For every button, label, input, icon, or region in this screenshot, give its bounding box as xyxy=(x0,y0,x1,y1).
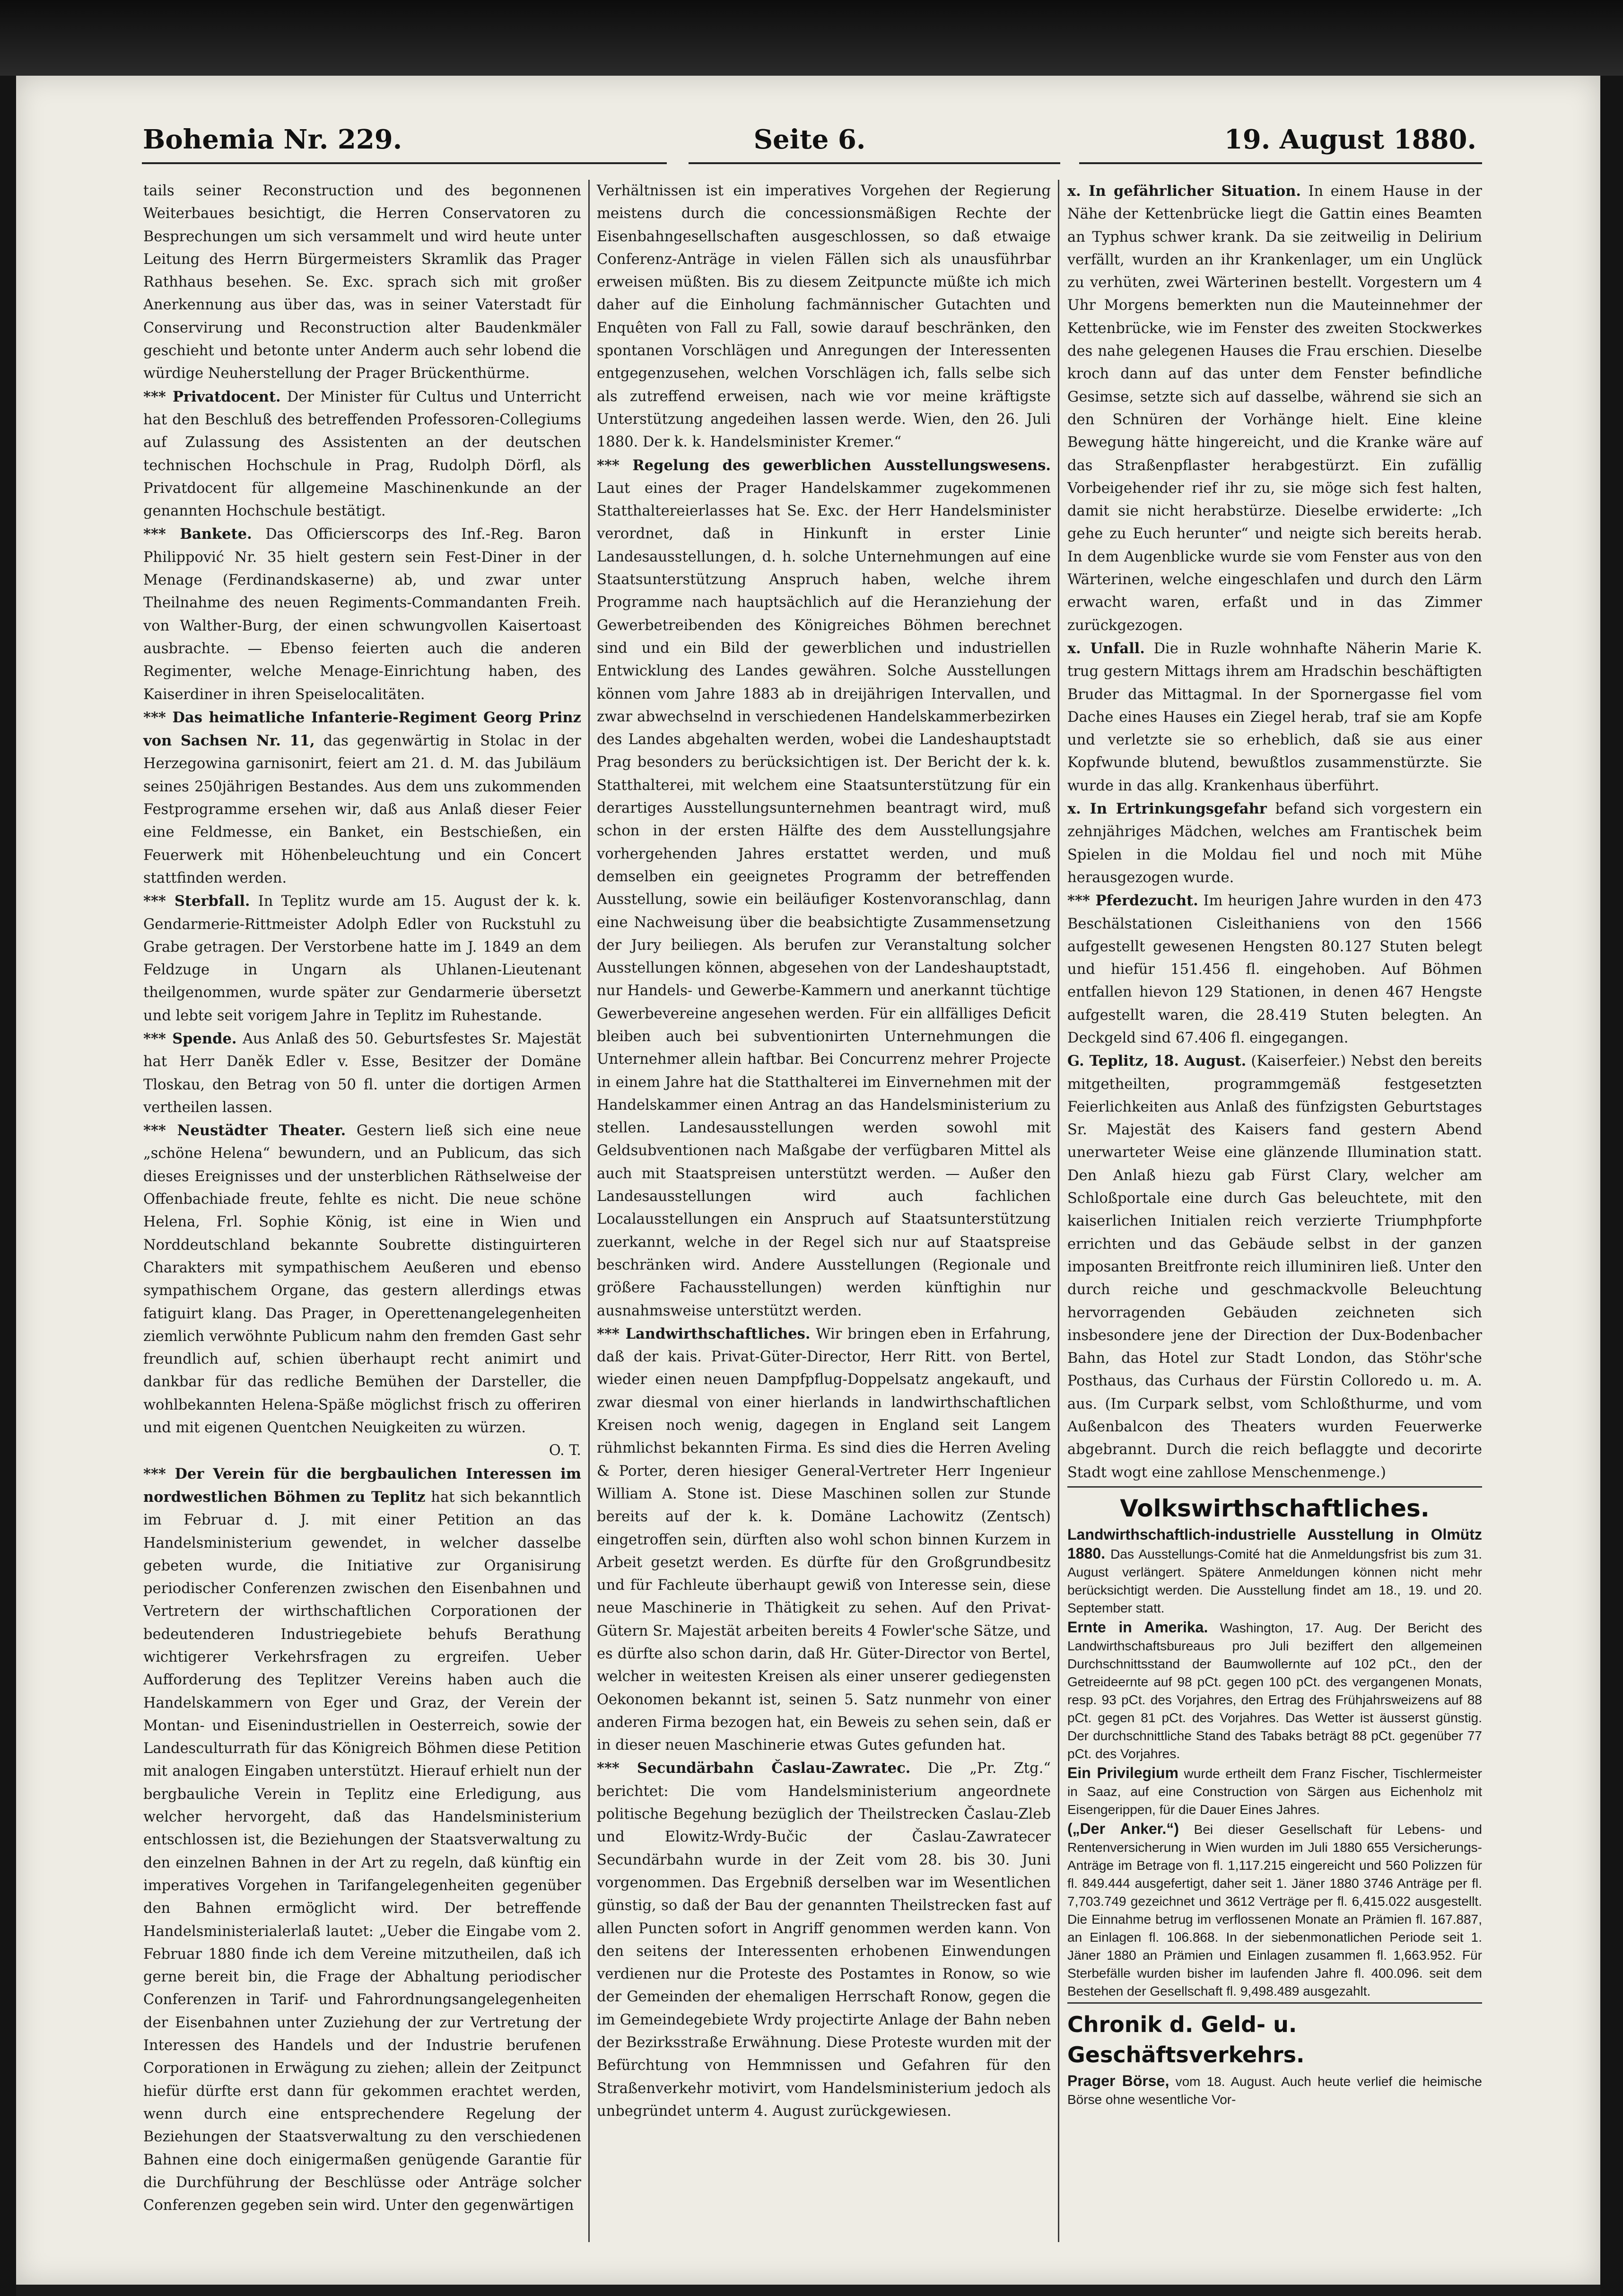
author-signature: O. T. xyxy=(549,1442,581,1459)
article-paragraph: *** Neustädter Theater. Gestern ließ sich eine neue „schöne Helena“ bewundern, und an Publicum, das sich dieses Ereignisses und der unsterblichen Räthselweise der Offenbachiade freute, fehlte es nicht. Die neue schöne Helena, Frl. Sophie König, ist eine in Wien und Norddeutschland bekannte Soubrette distinguirteren Charakters mit sympathischem Aeußeren und ebenso sympathischem Organe, das gestern allerdings etwas fatiguirt klang. Das Prager, in Operettenangelegenheiten ziemlich verwöhnte Publicum nahm den fremden Gast sehr freundlich auf, schien überhaupt recht animirt und dankbar für das redliche Bemühen der Darsteller, die wohlbekannten Helena-Späße möglichst frisch zu offeriren und mit eigenen Quentchen Neuigkeiten zu würzen. xyxy=(143,1122,581,1437)
article-paragraph: *** Bankete. Das Officierscorps des Inf.-Reg. Baron Philippović Nr. 35 hielt gestern sein Fest-Diner in der Menage (Ferdinandskaserne) ab, und zwar unter Theilnahme des neuen Regiments-Commandanten Freih. von Walther-Burg, der einen schwungvollen Kaisertoast ausbrachte. — Ebenso feierten auch die anderen Regimenter, welche Menage-Einrichtung haben, des Kaiserdiner in ihren Speiselocalitäten. xyxy=(143,526,581,703)
issue-date: 19. August 1880. xyxy=(1224,124,1476,155)
article-paragraph: x. In gefährlicher Situation. In einem Hause in der Nähe der Kettenbrücke liegt die Gattin eines Beamten an Typhus schwer krank. Da sie zeitweilig in Delirium verfällt, wurden an ihr Krankenlager, um ein Unglück zu verhüten, zwei Wärterinen bestellt. Vorgestern um 4 Uhr Morgens bemerkten nun die Mauteinnehmer der Kettenbrücke, wie im Fenster des zweiten Stockwerkes des nahe gelegenen Hauses die Frau erschien. Dieselbe kroch dann auf das unter dem Fenster befindliche Gesimse, setzte sich auf dasselbe, während sie sich an den Schnüren der Vorhänge hielt. Eine kleine Bewegung hätte hingereicht, und die Kranke wäre auf das Straßenpflaster herabgestürzt. Ein zufällig Vorbeigehender rief ihr zu, sie möge sich fest halten, damit sie nicht herabstürze. Dieselbe erwiderte: „Ich gehe zu Euch herunter“ und neigte sich bereits herab. In dem Augenblicke wurde sie vom Fenster aus von den Wärterinen, welche eingeschlafen und durch den Lärm erwacht waren, erfaßt und in das Zimmer zurückgezogen. xyxy=(1067,183,1482,634)
economy-headline: Ernte in Amerika. xyxy=(1067,1618,1208,1636)
economy-item: Landwirthschaftlich-industrielle Ausstellung in Olmütz 1880. Das Ausstellungs-Comité hat die Anmeldungsfrist bis zum 31. August verlängert. Spätere Anmeldungen können nicht mehr berücksichtigt werden. Die Ausstellung findet am 18., 19. und 20. September statt. xyxy=(1067,1525,1482,1615)
masthead-issue: Bohemia Nr. 229. xyxy=(143,124,402,155)
article-headline: *** Der Verein für die bergbaulichen Interessen im nordwestlichen Böhmen zu Teplitz xyxy=(143,1465,581,1506)
header-rule-left xyxy=(142,162,667,164)
article-headline: *** Privatdocent. xyxy=(143,388,281,405)
article-headline: *** Bankete. xyxy=(143,526,252,543)
column-3 xyxy=(1067,180,1482,2110)
chronik-headline: Prager Börse, xyxy=(1067,2072,1169,2089)
page-number: Seite 6. xyxy=(753,124,866,155)
article-headline: *** Neustädter Theater. xyxy=(143,1122,346,1139)
chronik-item: Prager Börse, vom 18. August. Auch heute verlief die heimische Börse ohne wesentliche Vor- xyxy=(1067,2072,1482,2107)
column-divider xyxy=(1058,180,1059,2242)
article-paragraph: *** Der Verein für die bergbaulichen Interessen im nordwestlichen Böhmen zu Teplitz hat sich bekanntlich im Februar d. J. mit einer Petition an das Handelsministerium gewendet, in welcher dasselbe gebeten wurde, die Initiative zur Organisirung periodischer Conferenzen zwischen den Eisenbahnen und Vertretern der wirthschaftlichen Corporationen der bedeutenderen Industriegebiete behufs Berathung wichtigerer Verkehrsfragen zu ergreifen. Ueber Aufforderung des Teplitzer Vereins haben auch die Handelskammern von Eger und Graz, der Verein der Montan- und Eisenindustriellen in Oesterreich, sowie der Landesculturrath für das Königreich Böhmen diese Petition mit analogen Eingaben unterstützt. Hierauf erhielt nun der bergbauliche Verein in Teplitz eine Erledigung, aus welcher hervorgeht, daß das Handelsministerium entschlossen ist, die Beziehungen der Staatsverwaltung zu den einzelnen Bahnen in der Art zu regeln, daß künftig ein imperatives Vorgehen in Tarifangelegenheiten gegenüber den Bahnen ermöglicht wird. Der betreffende Handelsministerialerlaß lautet: „Ueber die Eingabe vom 2. Februar 1880 finde ich dem Vereine mitzutheilen, daß ich gerne bereit bin, die Frage der Abhaltung periodischer Conferenzen in Tarif- und Fahrordnungsangelegenheiten der Eisenbahnen unter Zuziehung der zur Vertretung der Interessen des Handels und der Industrie berufenen Corporationen in Erwägung zu ziehen; allein der Zeitpunct hiefür dürfte erst dann für gekommen erachtet werden, wenn durch eine entsprechendere Regelung der Beziehungen der Staatsverwaltung zu den verschiedenen Bahnen eine doch einigermaßen genügende Garantie für die Durchführung der Beschlüsse oder Anträge solcher Conferenzen gegeben sein wird. Unter den gegenwärtigen xyxy=(143,1465,581,2214)
article-paragraph: x. In Ertrinkungsgefahr befand sich vorgestern ein zehnjähriges Mädchen, welches am Frantischek beim Spielen in die Moldau fiel und noch mit Mühe herausgezogen wurde. xyxy=(1067,800,1482,886)
page-header xyxy=(143,124,1476,167)
column-2 xyxy=(597,180,1051,2123)
economy-item: Ernte in Amerika. Washington, 17. Aug. Der Bericht des Landwirthschaftsbureaus pro Juli beziffert den allgemeinen Durchschnittsstand der Baumwollernte auf 102 pCt., den der Getreideernte auf 98 pCt. gegen 100 pCt. des vergangenen Monats, resp. 93 pCt. des Vorjahres, den Ertrag des Frühjahrsweizens auf 88 pCt. gegen 81 pCt. des Vorjahres. Das Wetter ist äusserst günstig. Der durchschnittliche Stand des Tabaks beträgt 88 pCt. gegenüber 77 pCt. des Vorjahres. xyxy=(1067,1618,1482,1761)
article-headline: *** Pferdezucht. xyxy=(1067,892,1198,910)
article-paragraph: *** Landwirthschaftliches. Wir bringen eben in Erfahrung, daß der kais. Privat-Güter-Director, Herr Ritt. von Bertel, wieder einen neuen Dampfpflug-Doppelsatz angekauft, und zwar diesmal von einer hierlands in landwirthschaftlichen Kreisen noch wenig, dagegen in England seit Langem rühmlichst bekannten Firma. Es sind dies die Herren Aveling & Porter, deren hiesiger General-Vertreter Herr Ingenieur William A. Stone ist. Diese Maschinen sollen zur Stunde bereits auf der k. k. Domäne Lachowitz (Zentsch) eingetroffen sein, dürften also wohl schon binnen Kurzem in Arbeit gesetzt werden. Es dürfte für den Großgrundbesitz und für Fachleute überhaupt gewiß von Interesse sein, diese neue Maschinerie in Thätigkeit zu sehen. Auf den Privat-Gütern Sr. Majestät arbeiten bereits 4 Fowler'sche Sätze, und es dürfte also schon darin, daß Hr. Güter-Director von Bertel, welcher in weitesten Kreisen als einer unserer gediegensten Oekonomen bekannt ist, seinen 5. Satz nunmehr von einer anderen Firma bezogen hat, ein Beweis zu sehen sein, daß er in dieser neuen Maschinerie etwas Gutes gefunden hat. xyxy=(597,1325,1051,1754)
section-divider xyxy=(1067,1486,1482,1488)
economy-headline: („Der Anker.“) xyxy=(1067,1820,1179,1837)
article-paragraph: tails seiner Reconstruction und des begonnenen Weiterbaues besichtigt, die Herren Conservatoren zu Besprechungen um sich versammelt und wird heute unter Leitung des Herrn Bürgermeisters Skramlik das Prager Rathhaus besehen. Se. Exc. sprach sich mit großer Anerkennung aus über das, was in seiner Vaterstadt für Conservirung und Reconstruction alter Baudenkmäler geschieht und betonte unter Anderm auch sehr lobend die würdige Neuherstellung der Prager Brückenthürme. xyxy=(143,183,581,382)
header-rule-right xyxy=(1079,162,1482,164)
column-1 xyxy=(143,180,581,2217)
scan-border-top xyxy=(0,0,1623,76)
column-divider xyxy=(588,180,590,2242)
scan-border-left xyxy=(0,76,16,2296)
article-headline: *** Sterbfall. xyxy=(143,893,250,910)
article-headline: x. In gefährlicher Situation. xyxy=(1067,183,1301,200)
economy-headline: Ein Privilegium xyxy=(1067,1764,1178,1781)
article-paragraph: G. Teplitz, 18. August. (Kaiserfeier.) Nebst den bereits mitgetheilten, programmgemäß festgesetzten Feierlichkeiten aus Anlaß des fünfzigsten Geburtstages Sr. Majestät des Kaisers fand gestern Abend unerwarteter Weise eine glänzende Illumination statt. Den Anlaß hiezu gab Fürst Clary, welcher am Schloßportale eine durch Gas beleuchtete, mit den kaiserlichen Initialen reich verzierte Triumphpforte errichten und das Gebäude selbst in der ganzen imposanten Breitfronte reich illuminiren ließ. Unter den durch reiche und geschmackvolle Beleuchtung hervorragenden Gebäuden zeichneten sich insbesondere jene der Direction der Dux-Bodenbacher Bahn, das Hotel zur Stadt London, das Stöhr'sche Posthaus, das Curhaus der Fürstin Colloredo u. m. A. aus. (Im Curpark selbst, vom Schloßthurme, und vom Außenbalcon des Theaters wurden Feuerwerke abgebrannt. Durch die reich beflaggte und decorirte Stadt wogt eine zahllose Menschenmenge.) xyxy=(1067,1052,1483,1481)
article-paragraph: *** Sterbfall. In Teplitz wurde am 15. August der k. k. Gendarmerie-Rittmeister Adolph Edler von Ruckstuhl zu Grabe getragen. Der Verstorbene hatte im J. 1849 an dem Feldzuge in Ungarn als Uhlanen-Lieutenant theilgenommen, wurde später zur Gendarmerie übersetzt und lebte seit vorigem Jahre in Teplitz im Ruhestande. xyxy=(143,893,581,1024)
article-paragraph: *** Privatdocent. Der Minister für Cultus und Unterricht hat den Beschluß des betreffenden Professoren-Collegiums auf Zulassung des Assistenten an der deutschen technischen Hochschule in Prag, Rudolph Dörfl, als Privatdocent für allgemeine Maschinenkunde an der genannten Hochschule bestätigt. xyxy=(143,388,581,520)
article-paragraph: *** Spende. Aus Anlaß des 50. Geburtsfestes Sr. Majestät hat Herr Daněk Edler v. Esse, Besitzer der Domäne Tloskau, den Betrag von 50 fl. unter die dortigen Armen vertheilen lassen. xyxy=(143,1030,581,1116)
article-paragraph: *** Regelung des gewerblichen Ausstellungswesens. Laut eines der Prager Handelskammer zugekommenen Statthaltereierlasses hat Se. Exc. der Herr Handelsminister verordnet, daß in Hinkunft in erster Linie Landesausstellungen, d. h. solche Unternehmungen auf eine Staatsunterstützung Anspruch haben, welche ihrem Programme nach hauptsächlich auf die Heranziehung der Gewerbetreibenden des Königreiches Böhmen berechnet sind und ein Bild der gewerblichen und industriellen Entwicklung des Landes gewähren. Solche Ausstellungen können vom Jahre 1883 ab in dreijährigen Intervallen, und zwar abwechselnd in verschiedenen Handelskammerbezirken des Landes abgehalten werden, wobei die Landeshauptstadt Prag besonders zu berücksichtigen ist. Der Bericht der k. k. Statthalterei, mit welchem eine Staatsunterstützung für ein derartiges Ausstellungsunternehmen beantragt wird, muß schon in der ersten Hälfte des dem Ausstellungsjahre vorhergehenden Jahres erstattet werden, und muß demselben ein geeignetes Programm der betreffenden Ausstellung, sowie ein beiläufiger Kostenvoranschlag, dann eine Nachweisung über die beabsichtigte Zusammensetzung der Jury beiliegen. Als berufen zur Veranstaltung solcher Ausstellungen können, abgesehen von der Landeshauptstadt, nur Handels- und Gewerbe-Kammern und anerkannt tüchtige Gewerbevereine angesehen werden. Für ein allfälliges Deficit bleiben auch bei subventionirten Unternehmungen die Unternehmer allein haftbar. Bei Concurrenz mehrer Projecte in einem Jahre hat die Statthalterei im Einvernehmen mit der Handelskammer einen Antrag an das Handelsministerium zu stellen. Landesausstellungen werden sowohl mit Geldsubventionen nach Maßgabe der verfügbaren Mittel als auch mit Staatspreisen unterstützt werden. — Außer den Landesausstellungen wird auch fachlichen Localausstellungen ein Anspruch auf Staatsunterstützung zuerkannt, welche in der Regel sich nur auf Staatspreise beschränken wird. Andere Ausstellungen (Regionale und größere Fachausstellungen) werden künftighin nur ausnahmsweise unterstützt werden. xyxy=(597,456,1051,1319)
article-headline: x. In Ertrinkungsgefahr xyxy=(1067,800,1267,818)
section-title-chronik: Chronik d. Geld- u. Geschäftsverkehrs. xyxy=(1067,2011,1305,2068)
article-headline: *** Spende. xyxy=(143,1030,237,1047)
article-paragraph: *** Secundärbahn Časlau-Zawratec. Die „Pr. Ztg.“ berichtet: Die vom Handelsministerium angeordnete politische Begehung bezüglich der Theilstrecken Časlau-Zleb und Elowitz-Wrdy-Bučic der Časlau-Zawratecer Secundärbahn wurde in der Zeit vom 28. bis 30. Juni vorgenommen. Das Ergebniß derselben war im Wesentlichen günstig, so daß der Bau der genannten Theilstrecken fast auf allen Puncten sofort in Angriff genommen werden kann. Von den seitens der Interessenten erhobenen Einwendungen verdienen nur die Proteste des Postamtes in Ronow, so wie der Gemeinden der ehemaligen Herrschaft Ronow, gegen die im Gemeindegebiete Wrdy projectirte Anlage der Bahn neben der Bezirksstraße Erwähnung. Diese Proteste wurden mit der Befürchtung von Hemmnissen und Gefahren für den Straßenverkehr motivirt, vom Handelsministerium jedoch als unbegründet unterm 4. August zurückgewiesen. xyxy=(597,1760,1051,2120)
header-rule-center xyxy=(689,162,1060,164)
article-paragraph: *** Pferdezucht. Im heurigen Jahre wurden in den 473 Beschälstationen Cisleithaniens von den 1566 aufgestellt gewesenen Hengsten 80.127 Stuten belegt und hiefür 151.456 fl. eingehoben. Auf Böhmen entfallen hievon 129 Stationen, in denen 467 Hengste aufgestellt waren, die 28.419 Stuten belegten. An Deckgeld sind 67.406 fl. eingegangen. xyxy=(1067,892,1482,1046)
article-headline: *** Das heimatliche Infanterie-Regiment Georg Prinz von Sachsen Nr. 11, xyxy=(143,709,581,750)
section-title-volkswirthschaft: Volkswirthschaftliches. xyxy=(1120,1494,1430,1522)
chronik-section xyxy=(1067,2072,1482,2109)
section-divider xyxy=(1067,2002,1482,2004)
economy-section xyxy=(1067,1525,1482,2000)
scan-border-right xyxy=(1600,76,1623,2296)
article-headline: x. Unfall. xyxy=(1067,640,1145,657)
article-headline: *** Secundärbahn Časlau-Zawratec. xyxy=(597,1760,911,1777)
article-headline: G. Teplitz, 18. August. xyxy=(1067,1052,1247,1070)
economy-item: („Der Anker.“) Bei dieser Gesellschaft für Lebens- und Rentenversicherung in Wien wurden im Juli 1880 655 Versicherungs-Anträge im Betrage von fl. 1,117.215 eingereicht und 560 Polizzen für fl. 849.444 ausgefertigt, daher seit 1. Jäner 1880 3746 Anträge per fl. 7,703.749 gezeichnet und 3612 Verträge per fl. 6,415.022 ausgestellt. Die Einnahme betrug im verflossenen Monate an Prämien fl. 167.887, an Einlagen fl. 106.868. In der siebenmonatlichen Periode seit 1. Jäner 1880 an Prämien und Einlagen zusammen fl. 1,663.952. Für Sterbefälle wurden bisher im laufenden Jahre fl. 400.096. seit dem Bestehen der Gesellschaft fl. 9,498.489 ausgezahlt. xyxy=(1067,1820,1482,1998)
article-paragraph: *** Das heimatliche Infanterie-Regiment Georg Prinz von Sachsen Nr. 11, das gegenwärtig in Stolac in der Herzegowina garnisonirt, feiert am 21. d. M. das Jubiläum seines 250jährigen Bestandes. Aus dem uns zukommenden Festprogramme ersehen wir, daß aus Anlaß dieser Feier eine Feldmesse, ein Banket, ein Bestschießen, ein Feuerwerk mit Höhenbeleuchtung und ein Concert stattfinden werden. xyxy=(143,709,581,886)
article-paragraph: Verhältnissen ist ein imperatives Vorgehen der Regierung meistens durch die concessionsmäßigen Rechte der Eisenbahngesellschaften ausgeschlossen, so daß etwaige Conferenz-Anträge in vielen Fällen sich als unausführbar erweisen müßten. Bis zu diesem Zeitpuncte müßte ich mich daher auf die Einholung fachmännischer Gutachten und Enquêten von Fall zu Fall, sowie darauf beschränken, den spontanen Vorschlägen und Anregungen der Interessenten entgegenzusehen, welchen Vorschlägen ich, falls selbe sich als zutreffend erweisen, nach wie vor meine kräftigste Unterstützung angedeihen lassen werde. Wien, den 26. Juli 1880. Der k. k. Handelsminister Kremer.“ xyxy=(597,183,1051,451)
article-paragraph: x. Unfall. Die in Ruzle wohnhafte Näherin Marie K. trug gestern Mittags ihrem am Hradschin beschäftigten Bruder das Mittagmal. In der Spornergasse fiel vom Dache eines Hauses ein Ziegel herab, traf sie am Kopfe und verletzte sie so erheblich, daß sie aus einer Kopfwunde blutend, bewußtlos zusammenstürzte. Sie wurde in das allg. Krankenhaus überführt. xyxy=(1067,640,1482,794)
economy-item: Ein Privilegium wurde ertheilt dem Franz Fischer, Tischlermeister in Saaz, auf eine Construction von Särgen aus Eichenholz mit Eisengerippen, für die Dauer Eines Jahres. xyxy=(1067,1764,1483,1817)
article-headline: *** Landwirthschaftliches. xyxy=(597,1325,811,1342)
economy-headline: Landwirthschaftlich-industrielle Ausstellung in Olmütz 1880. xyxy=(1067,1525,1482,1562)
article-headline: *** Regelung des gewerblichen Ausstellungswesens. xyxy=(597,456,1051,474)
